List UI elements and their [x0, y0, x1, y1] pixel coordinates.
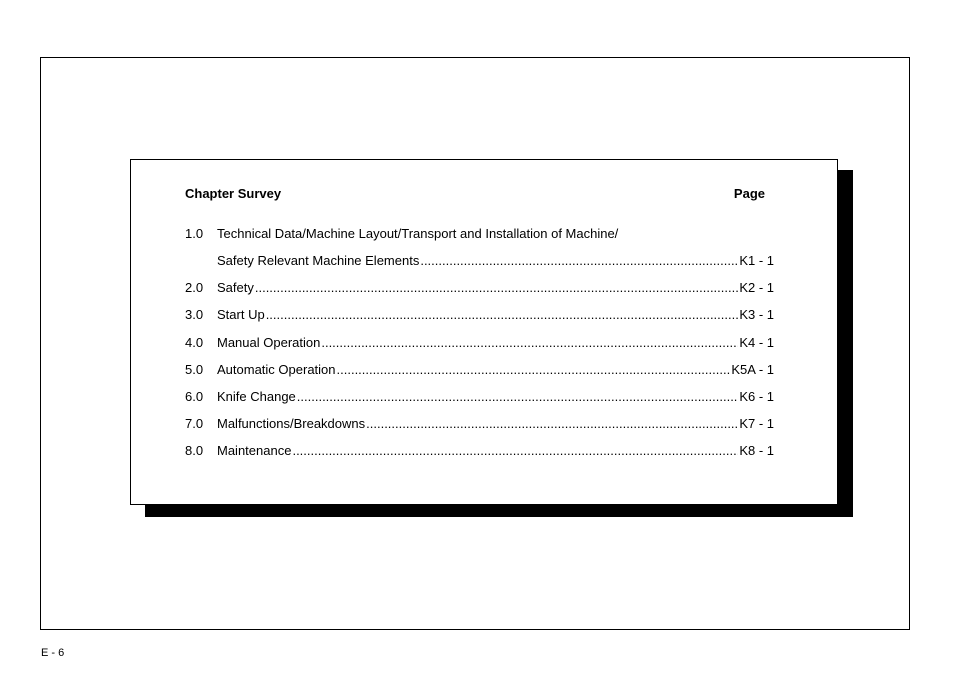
toc-entry-page: K6 - 1	[739, 389, 774, 404]
toc-entry-number: 7.0	[185, 416, 204, 431]
dot-leader	[292, 443, 738, 459]
toc-entry-page: K1 - 1	[739, 253, 774, 268]
page-number: E - 6	[41, 647, 65, 659]
toc-entry-5	[185, 362, 774, 378]
toc-header	[185, 186, 765, 202]
toc-entry-number: 3.0	[185, 307, 204, 322]
toc-title: Chapter Survey	[185, 186, 282, 201]
dot-leader	[321, 335, 738, 351]
toc-entry-number: 6.0	[185, 389, 204, 404]
toc-entry-page: K3 - 1	[739, 307, 774, 322]
dot-leader	[255, 280, 738, 296]
toc-entry-2	[185, 280, 774, 296]
toc-entry-1-cont	[185, 253, 774, 269]
dot-leader	[266, 307, 739, 323]
toc-entry-title: Safety Relevant Machine Elements	[217, 253, 420, 268]
toc-entry-text	[217, 307, 774, 323]
toc-entry-number: 1.0	[185, 226, 204, 241]
toc-entry-page: K8 - 1	[739, 443, 774, 458]
toc-entry-title: Start Up	[217, 307, 265, 322]
toc-entry-page: K5A - 1	[731, 362, 774, 377]
toc-entry-number: 4.0	[185, 335, 204, 350]
toc-entry-text	[217, 280, 774, 296]
dot-leader	[337, 362, 731, 378]
toc-entry-text	[217, 253, 774, 269]
toc-entry-title: Technical Data/Machine Layout/Transport and Installation of Machine/	[217, 226, 619, 241]
toc-entry-title: Knife Change	[217, 389, 296, 404]
toc-entry-3	[185, 307, 774, 323]
toc-entry-title: Malfunctions/Breakdowns	[217, 416, 366, 431]
toc-entry-number: 8.0	[185, 443, 204, 458]
table-of-contents	[130, 159, 838, 505]
toc-entry-text	[217, 416, 774, 432]
dot-leader	[297, 389, 739, 405]
toc-entry-text	[217, 389, 774, 405]
toc-entry-text	[217, 362, 774, 378]
dot-leader	[366, 416, 738, 432]
toc-entry-8	[185, 443, 774, 459]
toc-entry-6	[185, 389, 774, 405]
toc-entry-title: Manual Operation	[217, 335, 321, 350]
toc-entry-title: Maintenance	[217, 443, 292, 458]
toc-entry-number: 5.0	[185, 362, 204, 377]
toc-page-column-header: Page	[733, 186, 765, 201]
dot-leader	[420, 253, 738, 269]
toc-entry-text	[217, 335, 774, 351]
toc-entry-number: 2.0	[185, 280, 204, 295]
toc-entry-1	[185, 226, 774, 242]
toc-entry-text	[217, 443, 774, 459]
toc-entry-title: Safety	[217, 280, 254, 295]
toc-entry-7	[185, 416, 774, 432]
toc-entry-page: K4 - 1	[739, 335, 774, 350]
toc-entry-text	[217, 226, 774, 242]
toc-entry-page: K7 - 1	[739, 416, 774, 431]
toc-entry-title: Automatic Operation	[217, 362, 336, 377]
toc-entry-4	[185, 335, 774, 351]
toc-entry-page: K2 - 1	[739, 280, 774, 295]
